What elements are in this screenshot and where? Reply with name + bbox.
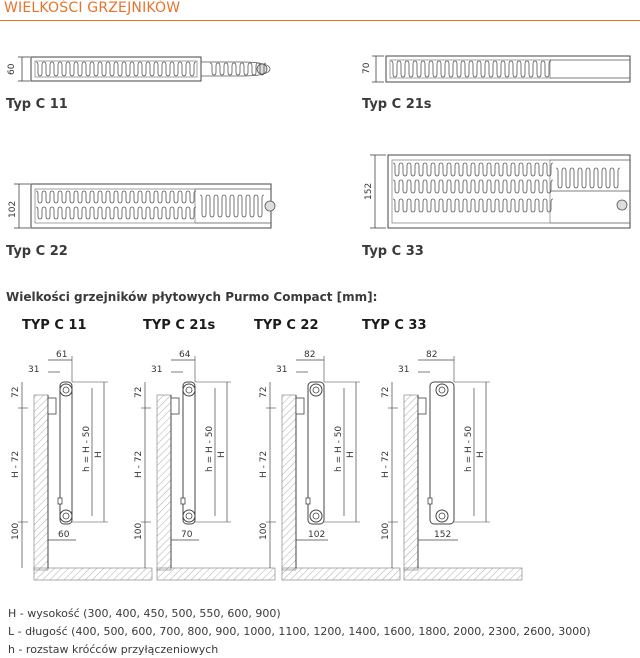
top-plug-inner bbox=[186, 387, 192, 393]
top-width-label: 82 bbox=[426, 350, 438, 360]
dim-connection-label: h = H - 50 bbox=[464, 425, 474, 472]
wall-bracket bbox=[418, 398, 426, 414]
dim-floor-label: 100 bbox=[381, 522, 391, 540]
depth-label: 152 bbox=[434, 530, 452, 540]
wall-hatch bbox=[157, 395, 171, 570]
dim-height-label: H bbox=[94, 451, 104, 458]
top-view-c11-height-dim: 60 bbox=[7, 63, 17, 75]
side-view-1 bbox=[11, 350, 152, 580]
dim-height-minus-label: H - 72 bbox=[259, 450, 269, 478]
fin-wave bbox=[226, 63, 234, 75]
wall-bracket bbox=[296, 398, 304, 414]
section-title: Wielkości grzejników płytowych Purmo Compact [mm]: bbox=[6, 290, 378, 304]
top-view-c11 bbox=[7, 57, 270, 81]
side-views bbox=[11, 350, 522, 580]
floor-hatch bbox=[404, 568, 522, 580]
top-plug-inner bbox=[439, 387, 445, 393]
lower-bracket bbox=[306, 498, 310, 504]
top-view-c21s-height-dim: 70 bbox=[362, 62, 372, 74]
dim-top-label: 72 bbox=[134, 386, 144, 398]
dim-floor-label: 100 bbox=[11, 522, 21, 540]
wall-bracket bbox=[48, 398, 56, 414]
dim-top-label: 72 bbox=[381, 386, 391, 398]
top-width-label: 64 bbox=[179, 350, 191, 360]
legend-h-height: H - wysokość (300, 400, 450, 500, 550, 600, 900) bbox=[8, 607, 281, 620]
top-view-c22-height-dim: 102 bbox=[8, 200, 18, 218]
dim-height-minus-label: H - 72 bbox=[11, 450, 21, 478]
bottom-plug-inner bbox=[439, 513, 445, 519]
wall-hatch bbox=[404, 395, 418, 570]
depth-label: 60 bbox=[58, 530, 70, 540]
top-width-label: 61 bbox=[56, 350, 68, 360]
caption-c11: Typ C 11 bbox=[6, 97, 68, 112]
top-view-c21s bbox=[362, 56, 630, 82]
floor-hatch bbox=[34, 568, 152, 580]
dim-top-label: 72 bbox=[11, 386, 21, 398]
offset-label: 31 bbox=[28, 365, 40, 375]
side-view-4 bbox=[381, 350, 522, 580]
floor-hatch bbox=[282, 568, 400, 580]
legend-l-length: L - długość (400, 500, 600, 700, 800, 900, 1000, 1100, 1200, 1400, 1600, 1800, 2000, 2300, 2600, 3000) bbox=[8, 625, 591, 638]
dim-connection-label: h = H - 50 bbox=[334, 425, 344, 472]
fin-wave bbox=[210, 63, 218, 75]
wall-bracket bbox=[171, 398, 179, 414]
offset-label: 31 bbox=[151, 365, 163, 375]
depth-label: 102 bbox=[308, 530, 326, 540]
fin-wave bbox=[234, 63, 242, 75]
dim-height-label: H bbox=[476, 451, 486, 458]
top-plug-inner bbox=[63, 387, 69, 393]
column-head-c33: TYP C 33 bbox=[362, 318, 427, 333]
side-view-2 bbox=[134, 350, 275, 580]
radiator-body bbox=[430, 382, 454, 524]
fin-wave bbox=[218, 63, 226, 75]
caption-c21s: Typ C 21s bbox=[362, 97, 432, 112]
lower-bracket bbox=[58, 498, 62, 504]
top-width-label: 82 bbox=[304, 350, 316, 360]
floor-hatch bbox=[157, 568, 275, 580]
bottom-plug-inner bbox=[63, 513, 69, 519]
depth-label: 70 bbox=[181, 530, 193, 540]
column-head-c11: TYP C 11 bbox=[22, 318, 87, 333]
bottom-plug-inner bbox=[313, 513, 319, 519]
dim-height-minus-label: H - 72 bbox=[134, 450, 144, 478]
dim-height-label: H bbox=[346, 451, 356, 458]
column-head-c21s: TYP C 21s bbox=[143, 318, 216, 333]
column-head-c22: TYP C 22 bbox=[254, 318, 319, 333]
wall-hatch bbox=[282, 395, 296, 570]
legend-h-spacing: h - rozstaw króćców przyłączeniowych bbox=[8, 643, 219, 656]
fin-wave bbox=[242, 63, 250, 75]
top-view-c33-height-dim: 152 bbox=[364, 182, 374, 200]
lower-bracket bbox=[181, 498, 185, 504]
offset-label: 31 bbox=[276, 365, 288, 375]
dim-connection-label: h = H - 50 bbox=[82, 425, 92, 472]
dim-height-minus-label: H - 72 bbox=[381, 450, 391, 478]
top-view-c22 bbox=[8, 184, 275, 228]
top-plug-inner bbox=[313, 387, 319, 393]
dim-floor-label: 100 bbox=[134, 522, 144, 540]
header-title: WIELKOŚCI GRZEJNIKÓW bbox=[4, 0, 181, 16]
caption-c22: Typ C 22 bbox=[6, 244, 68, 259]
dim-connection-label: h = H - 50 bbox=[205, 425, 215, 472]
top-view-c33 bbox=[364, 155, 630, 228]
dim-top-label: 72 bbox=[259, 386, 269, 398]
offset-label: 31 bbox=[398, 365, 410, 375]
side-view-3 bbox=[259, 350, 400, 580]
dim-floor-label: 100 bbox=[259, 522, 269, 540]
wall-hatch bbox=[34, 395, 48, 570]
dim-height-label: H bbox=[217, 451, 227, 458]
caption-c33: Typ C 33 bbox=[362, 244, 424, 259]
lower-bracket bbox=[428, 498, 432, 504]
bottom-plug-inner bbox=[186, 513, 192, 519]
